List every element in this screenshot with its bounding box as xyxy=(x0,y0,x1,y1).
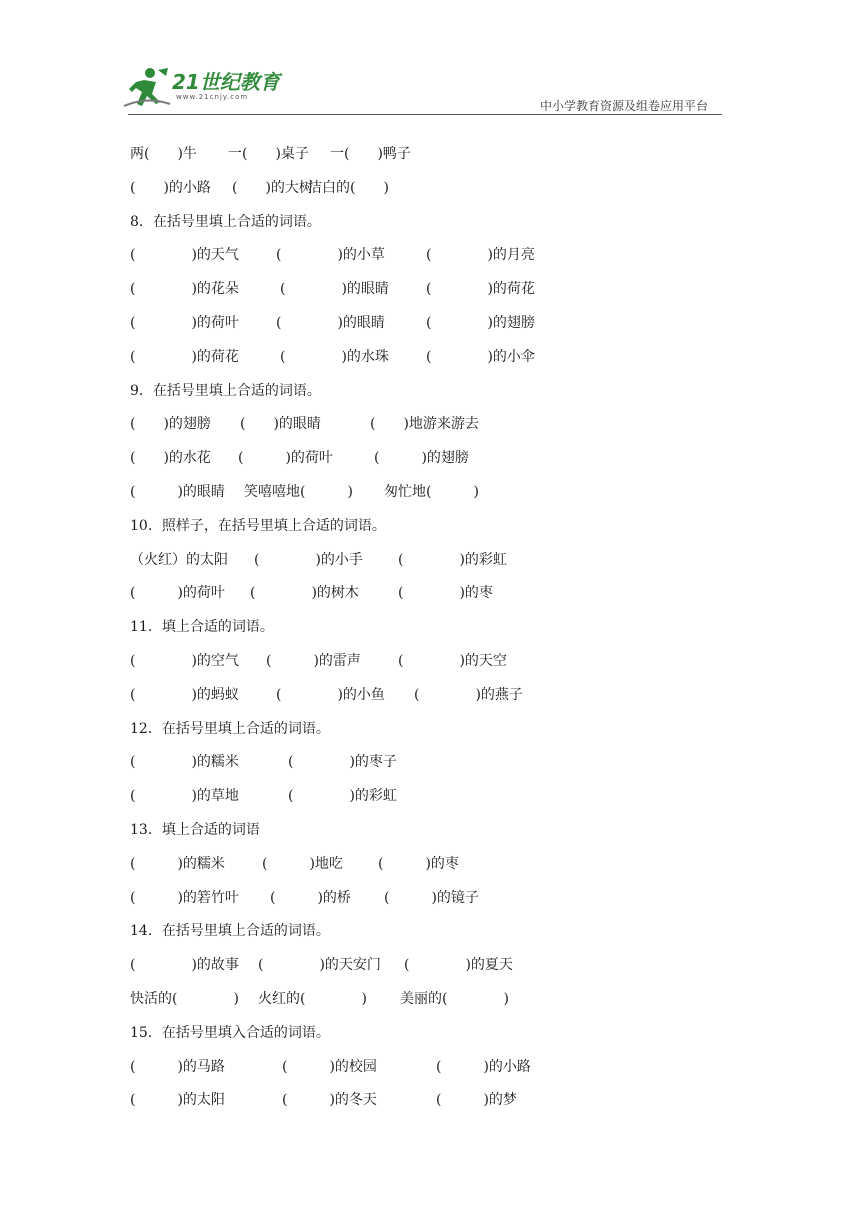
question-title: 10．照样子，在括号里填上合适的词语。 xyxy=(130,517,386,534)
fill-blank-item: ( )的荷叶 xyxy=(238,450,333,467)
question-heading xyxy=(130,608,730,642)
fill-blank-item: 笑嘻嘻地( ) xyxy=(244,483,353,500)
fill-blank-item: 匆忙地( ) xyxy=(384,483,479,500)
fill-blank-item: ( )的马路 xyxy=(130,1058,225,1075)
question-heading xyxy=(130,1014,730,1048)
fill-blank-item: 两( )牛 xyxy=(130,146,197,162)
question-title: 8．在括号里填上合适的词语。 xyxy=(130,213,321,230)
fill-blank-item: 洁白的( ) xyxy=(308,179,389,196)
fill-blank-item: ( )的夏天 xyxy=(404,957,513,974)
question-title: 9．在括号里填上合适的词语。 xyxy=(130,382,321,399)
fill-blank-item: ( )的翅膀 xyxy=(374,450,469,467)
fill-blank-row xyxy=(130,236,730,270)
fill-blank-item: ( )的翅膀 xyxy=(426,314,535,331)
fill-blank-row xyxy=(130,845,730,879)
fill-blank-item: ( )的糯米 xyxy=(130,855,225,872)
fill-blank-item: ( )的彩虹 xyxy=(398,551,507,568)
fill-blank-row xyxy=(130,1048,730,1082)
fill-blank-item: ( )的荷花 xyxy=(426,281,535,298)
fill-blank-row xyxy=(130,541,730,575)
fill-blank-row xyxy=(130,574,730,608)
fill-blank-item: ( )的枣 xyxy=(398,585,493,602)
question-heading xyxy=(130,912,730,946)
fill-blank-row xyxy=(130,946,730,980)
fill-blank-item: ( )的燕子 xyxy=(414,686,523,703)
fill-blank-item: ( )的枣子 xyxy=(288,754,397,771)
fill-blank-row xyxy=(130,169,730,203)
fill-blank-item: ( )的冬天 xyxy=(282,1092,377,1109)
fill-blank-row xyxy=(130,338,730,372)
fill-blank-item: 火红的( ) xyxy=(258,990,367,1007)
question-title: 15．在括号里填入合适的词语。 xyxy=(130,1024,330,1041)
fill-blank-row xyxy=(130,743,730,777)
fill-blank-item: ( )的枣 xyxy=(378,855,459,872)
fill-blank-row xyxy=(130,879,730,913)
fill-blank-item: （火红）的太阳 xyxy=(130,551,228,568)
fill-blank-item: 美丽的( ) xyxy=(400,990,509,1007)
fill-blank-item: ( )的天空 xyxy=(398,652,507,669)
fill-blank-item: ( )的月亮 xyxy=(426,247,535,264)
fill-blank-item: ( )的草地 xyxy=(130,788,239,805)
fill-blank-row xyxy=(130,405,730,439)
logo-text: 21世纪教育 xyxy=(172,70,280,94)
fill-blank-item: ( )的天安门 xyxy=(258,957,381,974)
runner-icon xyxy=(122,66,172,112)
fill-blank-item: ( )的荷叶 xyxy=(130,585,225,602)
fill-blank-item: 一( )桌子 xyxy=(228,146,309,162)
fill-blank-item: ( )的小伞 xyxy=(426,348,535,365)
fill-blank-item: ( )的水珠 xyxy=(280,348,389,365)
fill-blank-row xyxy=(130,1081,730,1115)
logo-url: www.21cnjy.com xyxy=(176,93,249,101)
fill-blank-row xyxy=(130,980,730,1014)
fill-blank-item: ( )的花朵 xyxy=(130,281,239,298)
fill-blank-item: ( )的翅膀 xyxy=(130,416,211,433)
logo xyxy=(122,66,292,112)
fill-blank-item: ( )的桥 xyxy=(270,889,351,906)
fill-blank-item: ( )地吃 xyxy=(262,855,343,872)
question-title: 14．在括号里填上合适的词语。 xyxy=(130,923,330,940)
fill-blank-item: ( )的小路 xyxy=(130,179,211,196)
fill-blank-item: ( )的校园 xyxy=(282,1058,377,1075)
fill-blank-item: ( )地游来游去 xyxy=(370,416,479,433)
fill-blank-row xyxy=(130,439,730,473)
question-heading xyxy=(130,203,730,237)
fill-blank-item: ( )的树木 xyxy=(250,585,359,602)
fill-blank-item: ( )的箬竹叶 xyxy=(130,889,239,906)
fill-blank-item: ( )的小路 xyxy=(436,1058,531,1075)
fill-blank-item: ( )的小草 xyxy=(276,247,385,264)
fill-blank-row xyxy=(130,304,730,338)
fill-blank-item: ( )的空气 xyxy=(130,652,239,669)
fill-blank-item: ( )的梦 xyxy=(436,1092,517,1109)
question-title: 11．填上合适的词语。 xyxy=(130,619,274,636)
fill-blank-item: ( )的小鱼 xyxy=(276,686,385,703)
question-heading xyxy=(130,507,730,541)
question-heading xyxy=(130,372,730,406)
fill-blank-item: ( )的水花 xyxy=(130,450,211,467)
question-title: 12．在括号里填上合适的词语。 xyxy=(130,720,330,737)
header-divider xyxy=(128,114,722,115)
page-header xyxy=(0,0,860,120)
fill-blank-row xyxy=(130,676,730,710)
fill-blank-item: ( )的糯米 xyxy=(130,754,239,771)
question-heading xyxy=(130,811,730,845)
fill-blank-item: ( )的荷花 xyxy=(130,348,239,365)
fill-blank-row xyxy=(130,135,730,169)
worksheet-body xyxy=(130,135,730,1115)
fill-blank-item: ( )的蚂蚁 xyxy=(130,686,239,703)
platform-name: 中小学教育资源及组卷应用平台 xyxy=(540,99,709,113)
fill-blank-item: 一( )鸭子 xyxy=(330,146,411,162)
question-title: 13．填上合适的词语 xyxy=(130,821,260,838)
fill-blank-item: ( )的雷声 xyxy=(266,652,361,669)
fill-blank-item: ( )的眼睛 xyxy=(280,281,389,298)
fill-blank-row xyxy=(130,473,730,507)
fill-blank-item: ( )的故事 xyxy=(130,957,239,974)
fill-blank-item: ( )的眼睛 xyxy=(240,416,321,433)
fill-blank-item: ( )的眼睛 xyxy=(130,483,225,500)
fill-blank-row xyxy=(130,642,730,676)
question-heading xyxy=(130,710,730,744)
fill-blank-item: ( )的荷叶 xyxy=(130,314,239,331)
fill-blank-item: 快活的( ) xyxy=(130,990,239,1007)
fill-blank-item: ( )的彩虹 xyxy=(288,788,397,805)
fill-blank-row xyxy=(130,777,730,811)
fill-blank-item: ( )的镜子 xyxy=(384,889,479,906)
fill-blank-item: ( )的大树 xyxy=(232,179,313,196)
fill-blank-item: ( )的眼睛 xyxy=(276,314,385,331)
fill-blank-item: ( )的天气 xyxy=(130,247,239,264)
fill-blank-item: ( )的小手 xyxy=(254,551,363,568)
fill-blank-item: ( )的太阳 xyxy=(130,1092,225,1109)
fill-blank-row xyxy=(130,270,730,304)
